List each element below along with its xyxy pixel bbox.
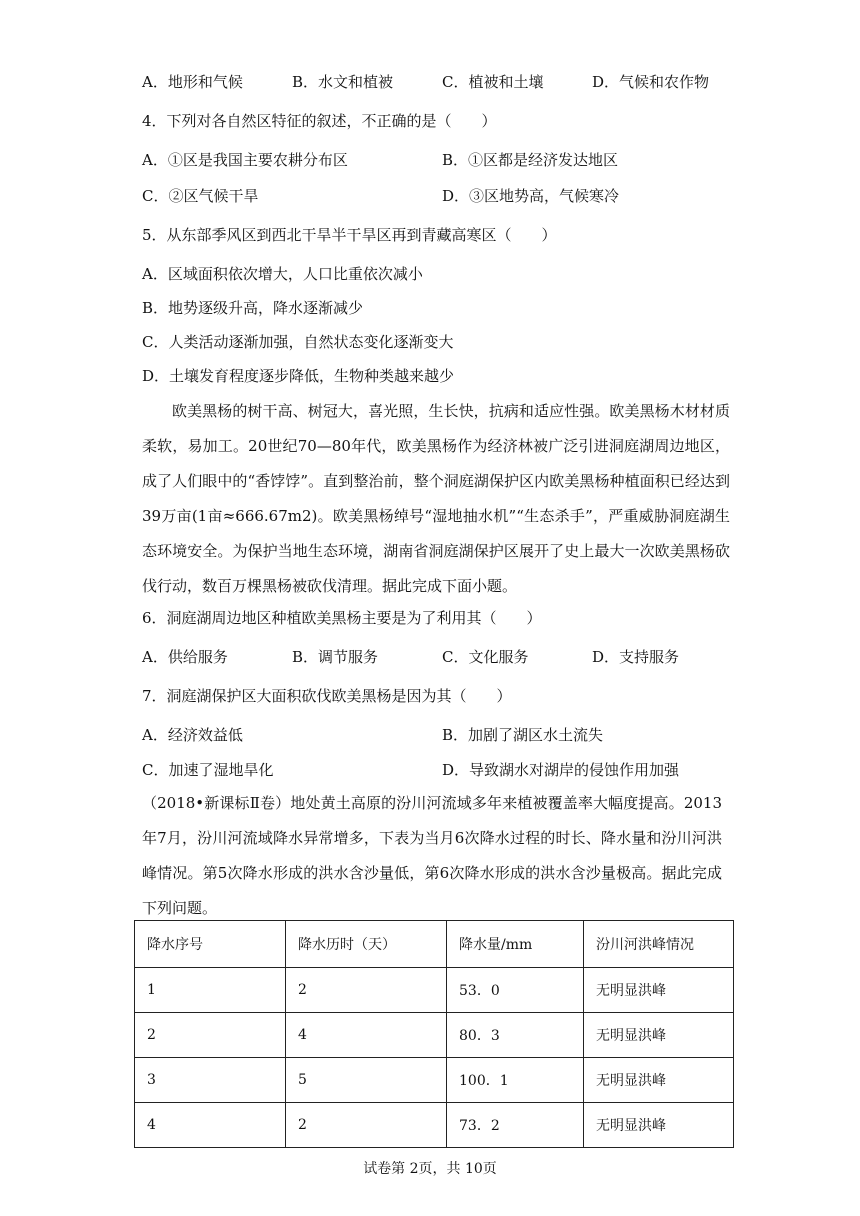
table-header-row: [135, 921, 734, 968]
table-cell: 无明显洪峰: [584, 968, 734, 1013]
q7-option-d: D．导致湖水对湖岸的侵蚀作用加强: [442, 761, 680, 779]
table-cell: 2: [286, 968, 447, 1013]
q6-option-c: C．文化服务: [442, 648, 529, 666]
q6-option-b: B．调节服务: [292, 648, 379, 666]
table-row: [135, 1013, 734, 1058]
q4-option-c: C．②区气候干旱: [142, 187, 259, 205]
q5-option-a: A．区域面积依次增大，人口比重依次减小: [142, 265, 423, 283]
table-cell: 53．0: [447, 968, 584, 1013]
q4-stem: 4．下列对各自然区特征的叙述，不正确的是（ ）: [142, 112, 497, 130]
q4-option-d: D．③区地势高，气候寒冷: [442, 187, 620, 205]
table-row: [135, 1058, 734, 1103]
q5-option-c: C．人类活动逐渐加强，自然状态变化逐渐变大: [142, 333, 454, 351]
table-row: [135, 1103, 734, 1148]
table-cell: 2: [135, 1013, 286, 1058]
q5-option-d: D．土壤发育程度逐步降低，生物种类越来越少: [142, 367, 455, 385]
q7-option-c: C．加速了湿地旱化: [142, 761, 274, 779]
table-header-cell: 降水量/mm: [447, 921, 584, 968]
q5-option-b: B．地势逐级升高，降水逐渐减少: [142, 299, 364, 317]
table-cell: 100．1: [447, 1058, 584, 1103]
passage-fenchuan: （2018•新课标Ⅱ卷）地处黄土高原的汾川河流域多年来植被覆盖率大幅度提高。2013年7月，汾川河流域降水异常增多，下表为当月6次降水过程的时长、降水量和汾川河洪峰情况。第5次降水形成的洪水含沙量低，第6次降水形成的洪水含沙量极高。据此完成下列问题。: [142, 794, 722, 917]
q7-stem: 7．洞庭湖保护区大面积砍伐欧美黑杨是因为其（ ）: [142, 687, 512, 705]
q3-option-a: A．地形和气候: [142, 73, 243, 91]
table-cell: 无明显洪峰: [584, 1013, 734, 1058]
q5-stem: 5．从东部季风区到西北干旱半干旱区再到青藏高寒区（ ）: [142, 226, 557, 244]
passage-poplar: 欧美黑杨的树干高、树冠大，喜光照，生长快，抗病和适应性强。欧美黑杨木材材质柔软，易加工。20世纪70—80年代，欧美黑杨作为经济林被广泛引进洞庭湖周边地区，成了人们眼中的“香饽饽”。直到整治前，整个洞庭湖保护区内欧美黑杨种植面积已经达到39万亩(1亩≈666.67m2)。欧美黑杨绰号“湿地抽水机”“生态杀手”，严重威胁洞庭湖生态环境安全。为保护当地生态环境，湖南省洞庭湖保护区展开了史上最大一次欧美黑杨砍伐行动，数百万棵黑杨被砍伐清理。据此完成下面小题。: [142, 402, 730, 595]
table-row: [135, 968, 734, 1013]
q6-option-d: D．支持服务: [592, 648, 680, 666]
rainfall-table: [134, 920, 734, 1148]
q6-option-a: A．供给服务: [142, 648, 228, 666]
q4-option-a: A．①区是我国主要农耕分布区: [142, 151, 348, 169]
table-cell: 73．2: [447, 1103, 584, 1148]
table-header-cell: 汾川河洪峰情况: [584, 921, 734, 968]
table-cell: 无明显洪峰: [584, 1058, 734, 1103]
q3-option-d: D．气候和农作物: [592, 73, 710, 91]
table-cell: 80．3: [447, 1013, 584, 1058]
table-cell: 4: [286, 1013, 447, 1058]
table-cell: 无明显洪峰: [584, 1103, 734, 1148]
q4-option-b: B．①区都是经济发达地区: [442, 151, 619, 169]
table-cell: 1: [135, 968, 286, 1013]
table-cell: 5: [286, 1058, 447, 1103]
page-footer: 试卷第 2页，共 10页: [363, 1161, 497, 1177]
table-header-cell: 降水序号: [135, 921, 286, 968]
q3-option-b: B．水文和植被: [292, 73, 394, 91]
q3-option-c: C．植被和土壤: [442, 73, 544, 91]
table-cell: 4: [135, 1103, 286, 1148]
table-cell: 2: [286, 1103, 447, 1148]
q6-stem: 6．洞庭湖周边地区种植欧美黑杨主要是为了利用其（ ）: [142, 609, 542, 627]
q7-option-b: B．加剧了湖区水土流失: [442, 726, 604, 744]
table-cell: 3: [135, 1058, 286, 1103]
table-header-cell: 降水历时（天）: [286, 921, 447, 968]
q7-option-a: A．经济效益低: [142, 726, 243, 744]
